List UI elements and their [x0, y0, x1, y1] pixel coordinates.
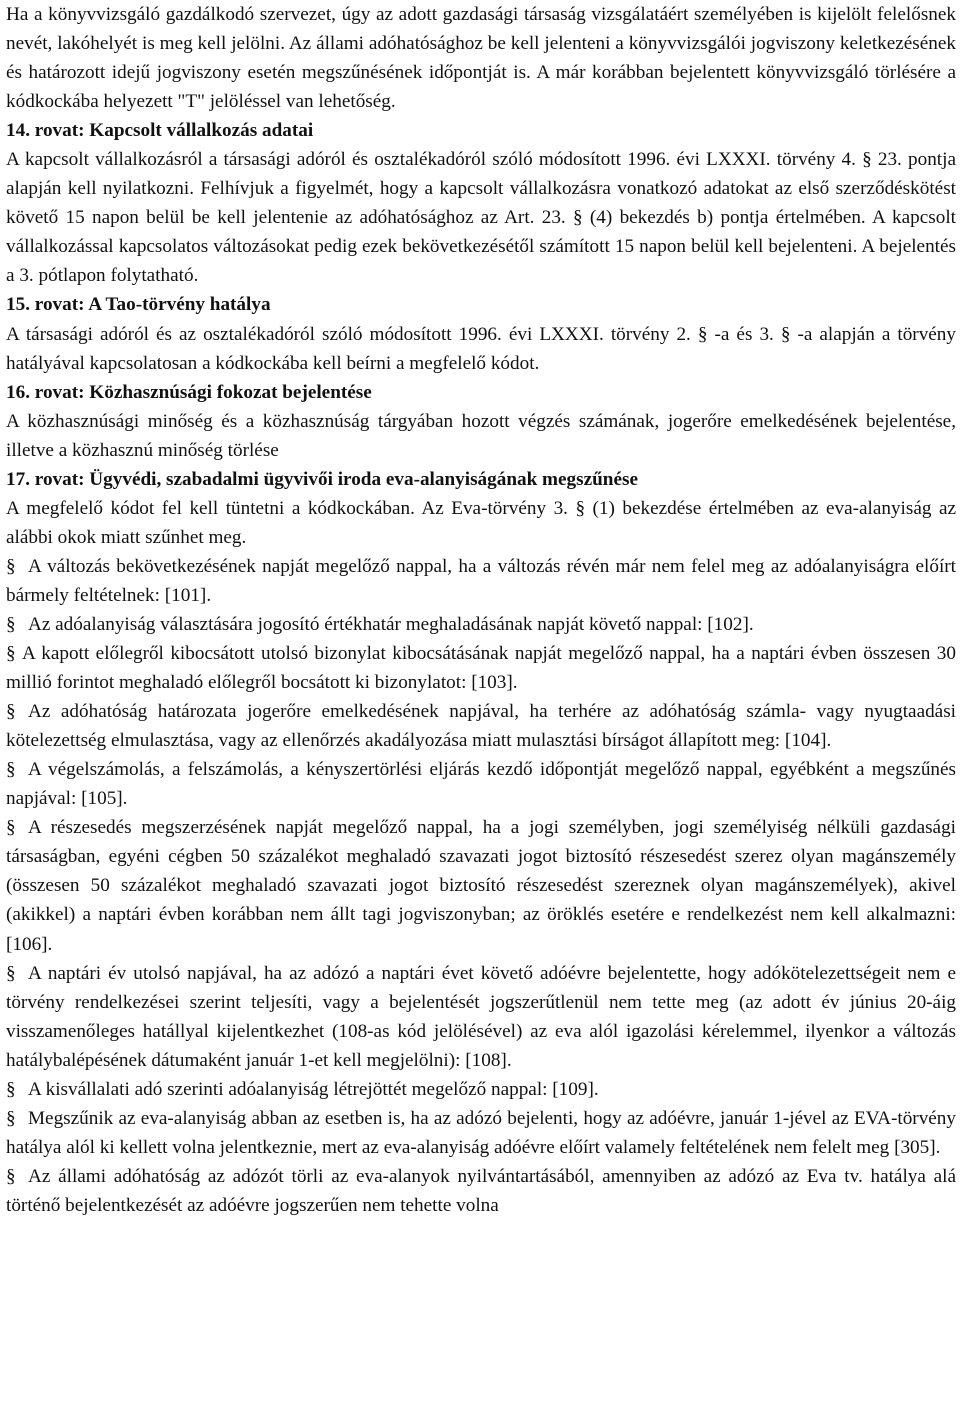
row14-text: A kapcsolt vállalkozásról a társasági adóról és osztalékadóról szóló módosított 1996. évi LXXXI. törvény 4. § 23. pontja alapján kell nyilatkozni. Felhívjuk a figyelmét, hogy a kapcsolt vállalkozásra vonatkozó adatokat az első szerződéskötést követő 15 napon belül be kell jelentenie az adóhatósághoz az Art. 23. § (4) bekezdés b) pontja értelmében. A kapcsolt vállalkozással kapcsolatos változásokat pedig ezek bekövetkezésétől számított 15 napon belül kell bejelenteni. A bejelentés a 3. pótlapon folytatható. — [6, 149, 956, 287]
section-symbol: § — [6, 759, 16, 781]
list-item — [6, 959, 956, 1075]
section-symbol: § — [6, 643, 16, 665]
list-item — [6, 639, 956, 697]
list-item-text: A végelszámolás, a felszámolás, a kényszertörlési eljárás kezdő időpontját megelőző nappal, egyébként a megszűnés napjával: [105]. — [6, 759, 956, 810]
list-item — [6, 1075, 956, 1104]
list-item — [6, 1162, 956, 1220]
list-item — [6, 813, 956, 958]
row16-heading: 16. rovat: Közhasznúsági fokozat bejelentése — [6, 381, 372, 403]
list-item-text: Megszűnik az eva-alanyiság abban az esetben is, ha az adózó bejelenti, hogy az adóévre, január 1-jével az EVA-törvény hatálya alól ki kellett volna jelentkeznie, mert az eva-alanyiság adóévre előírt valamely feltételének nem felelt meg [305]. — [6, 1107, 956, 1158]
list-item — [6, 552, 956, 610]
list-item — [6, 610, 956, 639]
row15-text: A társasági adóról és az osztalékadóról szóló módosított 1996. évi LXXXI. törvény 2. § -a és 3. § -a alapján a törvény hatályával kapcsolatosan a kódkockába kell beírni a megfelelő kódot. — [6, 323, 956, 374]
section-symbol: § — [6, 1165, 16, 1187]
row14-heading: 14. rovat: Kapcsolt vállalkozás adatai — [6, 120, 314, 142]
list-item-text: A naptári év utolsó napjával, ha az adózó a naptári évet követő adóévre bejelentette, hogy adókötelezettségeit nem e törvény rendelkezései szerint teljesíti, vagy a bejelentését jogszerűtlenül nem tette meg (az adott év június 20-áig visszamenőleges hatállyal kijelentkezhet (108-as kód jelölésével) az eva alól igazolási kérelemmel, ilyenkor a változás hatálybalépésének dátumaként január 1-et kell megjelölni): [108]. — [6, 962, 956, 1071]
list-item-text: Az állami adóhatóság az adózót törli az eva-alanyok nyilvántartásából, amennyiben az adózó az Eva tv. hatálya alá történő bejelentkezését az adóévre jogszerűen nem tehette volna — [6, 1165, 956, 1216]
list-item-text: A kisvállalati adó szerinti adóalanyiság létrejöttét megelőző nappal: [109]. — [28, 1078, 599, 1100]
list-item-text: A részesedés megszerzésének napját megelőző nappal, ha a jogi személyben, jogi személyiség nélküli gazdasági társaságban, egyéni cégben 50 százalékot meghaladó szavazati jogot biztosító részesedést szerez olyan magánszemély (összesen 50 százalékot meghaladó szavazati jogot biztosító részesedést szereznek olyan magánszemélyek), akivel (akikkel) a naptári évben korábban nem állt tagi jogviszonyban; az öröklés esetére e rendelkezést nem kell alkalmazni: [106]. — [6, 817, 956, 955]
list-item — [6, 1104, 956, 1162]
list-item-text: A változás bekövetkezésének napját megelőző nappal, ha a változás révén már nem felel meg az adóalanyiságra előírt bármely feltételnek: [101]. — [6, 555, 956, 606]
row15-heading: 15. rovat: A Tao-törvény hatálya — [6, 294, 271, 316]
section-symbol: § — [6, 962, 16, 984]
section-symbol: § — [6, 613, 16, 635]
list-item-text: Az adóhatóság határozata jogerőre emelkedésének napjával, ha terhére az adóhatóság számla- vagy nyugtaadási kötelezettség elmulasztása, vagy az ellenőrzés akadályozása miatt mulasztási bírságot állapított meg: [104]. — [6, 701, 956, 752]
list-item-text: A kapott előlegről kibocsátott utolsó bizonylat kibocsátásának napját megelőző nappal, ha a naptári évben összesen 30 millió forintot meghaladó előlegről bocsátott ki bizonylatot: [103]. — [6, 643, 956, 694]
list-item-text: Az adóalanyiság választására jogosító értékhatár meghaladásának napját követő nappal: [102]. — [28, 613, 754, 635]
row16-text: A közhasznúsági minőség és a közhasznúság tárgyában hozott végzés számának, jogerőre emelkedésének bejelentése, illetve a közhasznú minőség törlése — [6, 410, 956, 461]
section-symbol: § — [6, 701, 16, 723]
intro-paragraph: Ha a könyvvizsgáló gazdálkodó szervezet, úgy az adott gazdasági társaság vizsgálatáért személyében is kijelölt felelősnek nevét, lakóhelyét is meg kell jelölni. Az állami adóhatósághoz be kell jelenteni a könyvvizsgálói jogviszony keletkezésének és határozott idejű jogviszony esetén megszűnésének időpontját is. A már korábban bejelentett könyvvizsgáló törlésére a kódkockába helyezett "T" jelöléssel van lehetőség. — [6, 4, 956, 113]
section-symbol: § — [6, 1107, 16, 1129]
document-page — [6, 0, 956, 1220]
row17-text: A megfelelő kódot fel kell tüntetni a kódkockában. Az Eva-törvény 3. § (1) bekezdése értelmében az eva-alanyiság az alábbi okok miatt szűnhet meg. — [6, 497, 956, 548]
list-item — [6, 697, 956, 755]
list-item — [6, 755, 956, 813]
section-symbol: § — [6, 555, 16, 577]
row17-heading: 17. rovat: Ügyvédi, szabadalmi ügyvivői iroda eva-alanyiságának megszűnése — [6, 468, 638, 490]
section-symbol: § — [6, 817, 16, 839]
section-symbol: § — [6, 1078, 16, 1100]
